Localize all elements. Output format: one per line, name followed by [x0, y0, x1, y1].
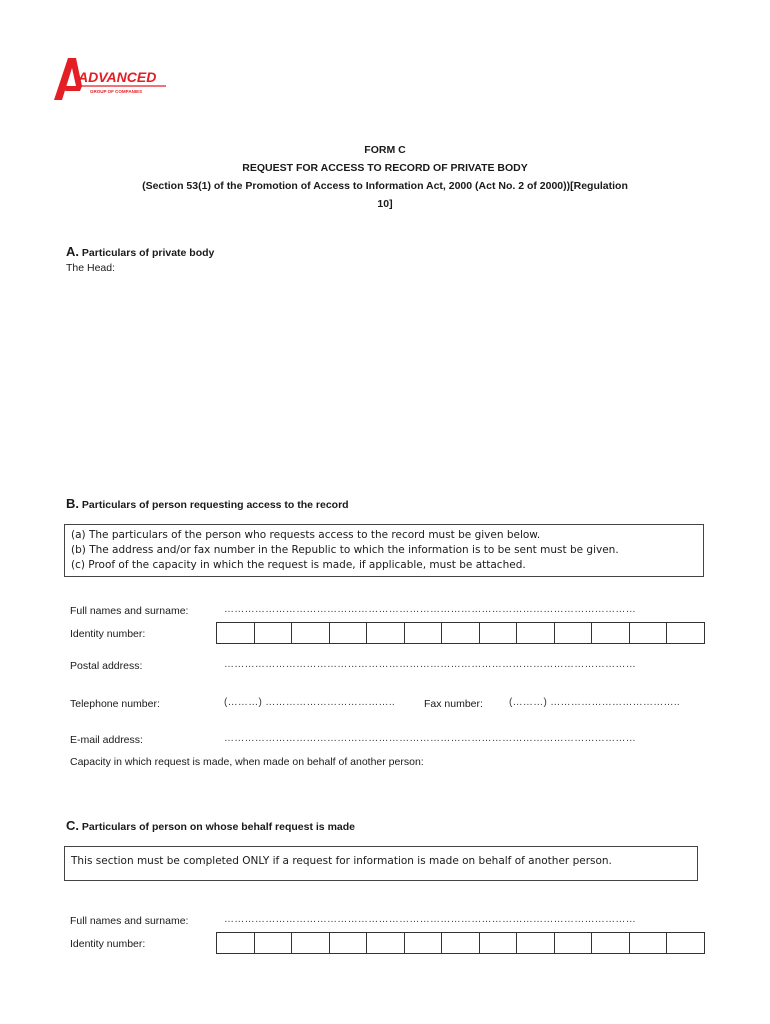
- id-digit-box[interactable]: [555, 933, 593, 953]
- fax-label: Fax number:: [424, 698, 483, 710]
- the-head-label: The Head:: [66, 262, 116, 274]
- email-field[interactable]: …………………………………………………………………………………………………………: [224, 733, 636, 744]
- id-digit-box[interactable]: [630, 623, 668, 643]
- email-label: E-mail address:: [70, 734, 143, 746]
- identity-number-grid[interactable]: [216, 622, 705, 644]
- section-a-title: Particulars of private body: [81, 247, 215, 259]
- capacity-label: Capacity in which request is made, when made on behalf of another person:: [70, 756, 424, 768]
- id-digit-box[interactable]: [405, 933, 443, 953]
- form-label: FORM C: [364, 144, 406, 156]
- telephone-label: Telephone number:: [70, 698, 160, 710]
- id-digit-box[interactable]: [442, 623, 480, 643]
- id-digit-box[interactable]: [667, 933, 705, 953]
- postal-address-field[interactable]: …………………………………………………………………………………………………………: [224, 659, 636, 670]
- postal-address-label: Postal address:: [70, 660, 143, 672]
- id-digit-box[interactable]: [292, 623, 330, 643]
- id-digit-box[interactable]: [367, 623, 405, 643]
- c-full-names-label: Full names and surname:: [70, 915, 189, 927]
- notice-item-b: (b) The address and/or fax number in the Republic to which the information is to be sent must be given.: [71, 544, 619, 556]
- id-digit-box[interactable]: [330, 933, 368, 953]
- notice-item-a: (a) The particulars of the person who requests access to the record must be given below.: [71, 529, 541, 541]
- section-b-notice-box: [64, 524, 704, 577]
- id-digit-box[interactable]: [480, 623, 518, 643]
- section-c-notice-text: This section must be completed ONLY if a request for information is made on behalf of another person.: [71, 855, 612, 867]
- id-digit-box[interactable]: [217, 933, 255, 953]
- company-logo: [52, 56, 170, 104]
- section-c-heading: [66, 818, 355, 833]
- section-b-letter: B.: [66, 496, 79, 511]
- c-identity-number-label: Identity number:: [70, 938, 146, 950]
- fax-field[interactable]: (………) ………………………………..: [509, 697, 680, 708]
- c-full-names-field[interactable]: …………………………………………………………………………………………………………: [224, 914, 636, 925]
- id-digit-box[interactable]: [367, 933, 405, 953]
- id-digit-box[interactable]: [592, 623, 630, 643]
- id-digit-box[interactable]: [517, 933, 555, 953]
- section-reference-line2: 10]: [377, 198, 393, 210]
- section-a-heading: [66, 244, 214, 259]
- id-digit-box[interactable]: [330, 623, 368, 643]
- id-digit-box[interactable]: [405, 623, 443, 643]
- id-digit-box[interactable]: [292, 933, 330, 953]
- c-identity-number-grid[interactable]: [216, 932, 705, 954]
- form-title-block: [100, 141, 670, 213]
- id-digit-box[interactable]: [667, 623, 705, 643]
- id-digit-box[interactable]: [630, 933, 668, 953]
- id-digit-box[interactable]: [255, 933, 293, 953]
- identity-number-label: Identity number:: [70, 628, 146, 640]
- full-names-label: Full names and surname:: [70, 605, 189, 617]
- id-digit-box[interactable]: [442, 933, 480, 953]
- id-digit-box[interactable]: [217, 623, 255, 643]
- section-b-title: Particulars of person requesting access to the record: [81, 499, 349, 511]
- notice-item-c: (c) Proof of the capacity in which the request is made, if applicable, must be attached.: [71, 559, 526, 571]
- form-title: REQUEST FOR ACCESS TO RECORD OF PRIVATE BODY: [242, 162, 528, 174]
- id-digit-box[interactable]: [555, 623, 593, 643]
- full-names-field[interactable]: …………………………………………………………………………………………………………: [224, 604, 636, 615]
- id-digit-box[interactable]: [255, 623, 293, 643]
- section-c-notice-box: [64, 846, 698, 881]
- id-digit-box[interactable]: [517, 623, 555, 643]
- logo-subtext: GROUP OF COMPANIES: [90, 89, 143, 94]
- id-digit-box[interactable]: [480, 933, 518, 953]
- id-digit-box[interactable]: [592, 933, 630, 953]
- logo-wordmark: ADVANCED: [78, 69, 157, 85]
- section-a-letter: A.: [66, 244, 79, 259]
- section-c-title: Particulars of person on whose behalf request is made: [81, 821, 355, 833]
- section-c-letter: C.: [66, 818, 79, 833]
- section-reference-line1: (Section 53(1) of the Promotion of Access to Information Act, 2000 (Act No. 2 of 2000))[Regulation: [142, 180, 628, 192]
- section-b-heading: [66, 496, 349, 511]
- telephone-field[interactable]: (………) ………………………………..: [224, 697, 395, 708]
